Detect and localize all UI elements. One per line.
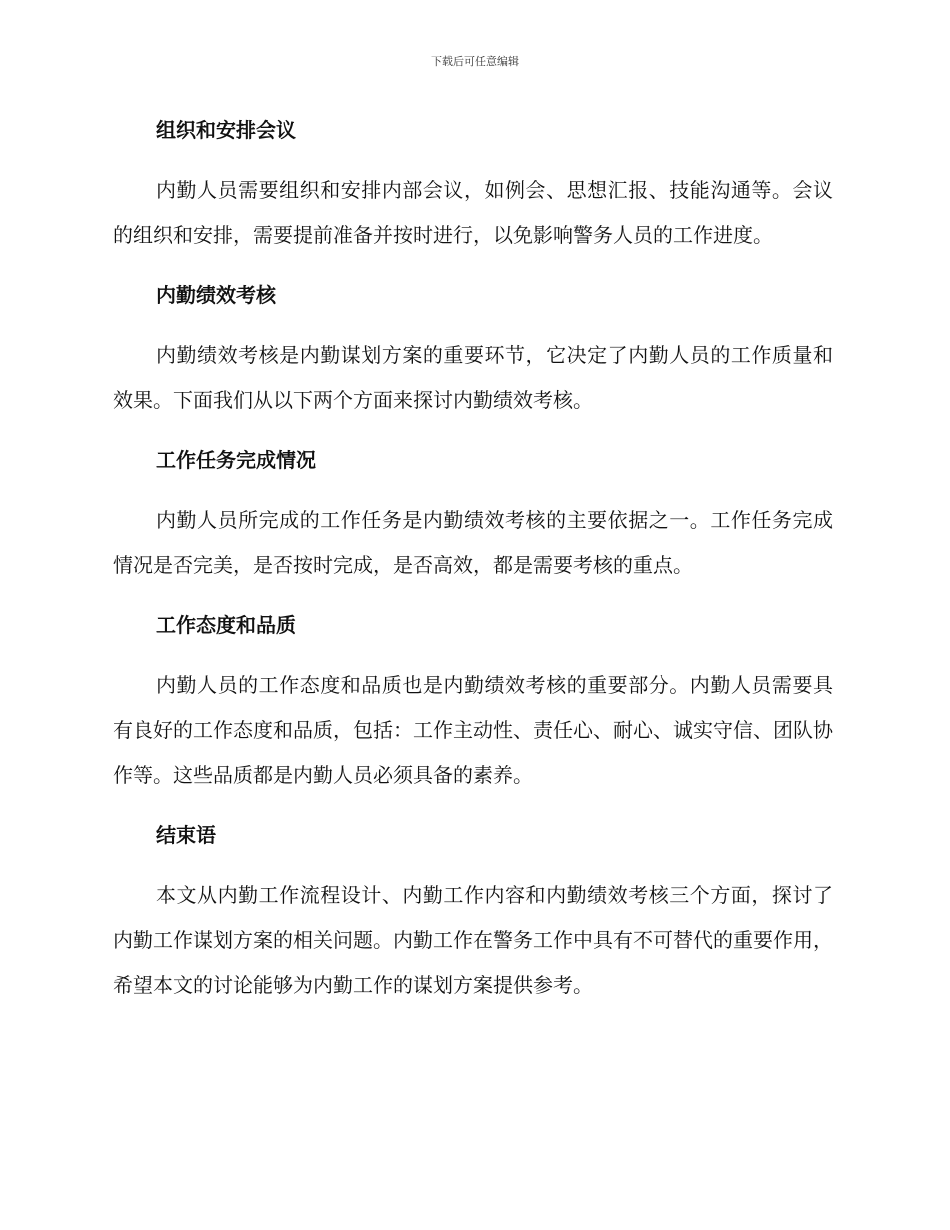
section-paragraph-attitude-quality: 内勤人员的工作态度和品质也是内勤绩效考核的重要部分。内勤人员需要具有良好的工作态度和品质，包括：工作主动性、责任心、耐心、诚实守信、团队协作等。这些品质都是内勤人员必须具备的素养。 bbox=[113, 673, 833, 787]
page-header: 下载后可任意编辑 bbox=[431, 55, 519, 68]
section-paragraph-performance-review: 内勤绩效考核是内勤谋划方案的重要环节，它决定了内勤人员的工作质量和效果。下面我们从以下两个方面来探讨内勤绩效考核。 bbox=[113, 343, 833, 412]
section-heading-meetings: 组织和安排会议 bbox=[156, 118, 296, 142]
section-heading-attitude-quality: 工作态度和品质 bbox=[156, 613, 296, 637]
section-heading-task-completion: 工作任务完成情况 bbox=[156, 448, 316, 472]
document-body bbox=[113, 108, 833, 1008]
section-heading-performance-review: 内勤绩效考核 bbox=[156, 283, 276, 307]
section-paragraph-meetings: 内勤人员需要组织和安排内部会议，如例会、思想汇报、技能沟通等。会议的组织和安排，需要提前准备并按时进行，以免影响警务人员的工作进度。 bbox=[113, 178, 833, 247]
section-paragraph-task-completion: 内勤人员所完成的工作任务是内勤绩效考核的主要依据之一。工作任务完成情况是否完美，是否按时完成，是否高效，都是需要考核的重点。 bbox=[113, 508, 833, 577]
section-paragraph-conclusion: 本文从内勤工作流程设计、内勤工作内容和内勤绩效考核三个方面，探讨了内勤工作谋划方案的相关问题。内勤工作在警务工作中具有不可替代的重要作用，希望本文的讨论能够为内勤工作的谋划方案提供参考。 bbox=[113, 883, 833, 997]
section-heading-conclusion: 结束语 bbox=[156, 823, 216, 847]
